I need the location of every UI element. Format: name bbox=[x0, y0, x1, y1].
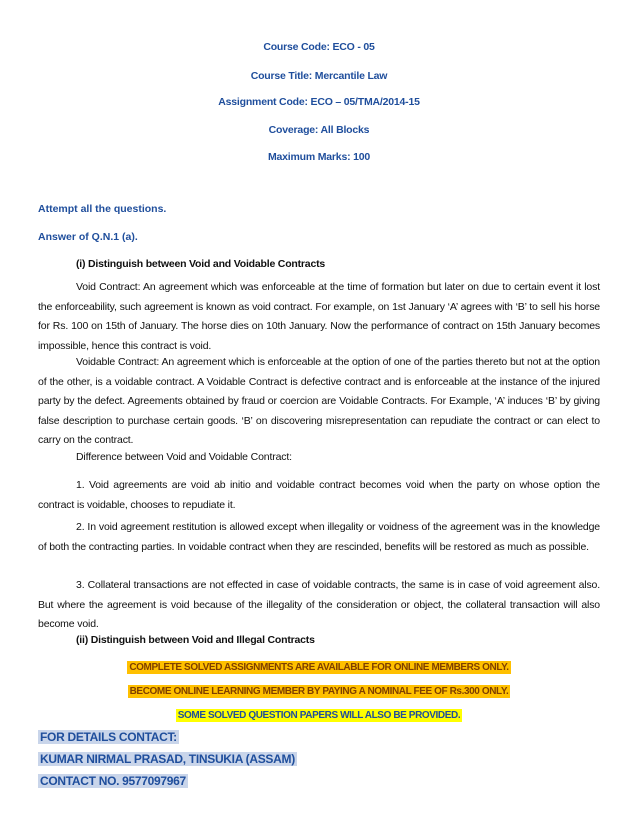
contact-heading-text: FOR DETAILS CONTACT: bbox=[40, 730, 177, 744]
banner-line-2 bbox=[0, 686, 638, 697]
coverage: Coverage: All Blocks bbox=[268, 124, 370, 136]
banner-line-1 bbox=[0, 662, 638, 673]
instructions: Attempt all the questions. bbox=[38, 203, 167, 215]
banner-line-2-text: BECOME ONLINE LEARNING MEMBER BY PAYING A NOMINAL FEE OF Rs.300 ONLY. bbox=[129, 686, 509, 697]
banner-line-3 bbox=[0, 710, 638, 721]
max-marks: Maximum Marks: 100 bbox=[267, 151, 371, 163]
course-code: Course Code: ECO - 05 bbox=[263, 41, 375, 53]
difference-heading-text: Difference between Void and Voidable Contract: bbox=[76, 451, 292, 463]
assignment-code: Assignment Code: ECO – 05/TMA/2014-15 bbox=[218, 96, 420, 108]
voidable-contract-text: Voidable Contract: An agreement which is enforceable at the option of one of the parties thereto but not at the option of the other, is a voidable contract. A Voidable Contract is defective contract and is enforceable at the instance of the injured party by the defect. Agreements obtained by fraud or coercion are Voidable Contracts. For Example, ‘A’ induces ‘B’ by giving false description to purchase certain goods. ‘B’ on discovering misrepresentation can repudiate the contract or can elect to carry on the contract. bbox=[38, 356, 600, 446]
point-3-text: 3. Collateral transactions are not effected in case of voidable contracts, the same is in case of void agreement also. But where the agreement is void because of the illegality of the consideration or object, the collateral transaction will also become void. bbox=[38, 579, 600, 630]
contact-name-text: KUMAR NIRMAL PRASAD, TINSUKIA (ASSAM) bbox=[40, 752, 295, 766]
point-2-text: 2. In void agreement restitution is allowed except when illegality or voidness of the agreement was in the knowledge of both the contracting parties. In voidable contract when they are rescinded, benefits will be restored as much as possible. bbox=[38, 521, 600, 553]
section-ii-title: (ii) Distinguish between Void and Illegal Contracts bbox=[76, 634, 315, 646]
banner-line-3-text: SOME SOLVED QUESTION PAPERS WILL ALSO BE PROVIDED. bbox=[177, 710, 461, 721]
banner-line-1-text: COMPLETE SOLVED ASSIGNMENTS ARE AVAILABLE FOR ONLINE MEMBERS ONLY. bbox=[129, 662, 509, 673]
point-1-paragraph bbox=[38, 476, 600, 515]
point-2-paragraph bbox=[38, 518, 600, 557]
answer-label: Answer of Q.N.1 (a). bbox=[38, 231, 138, 243]
contact-phone-text: CONTACT NO. 9577097967 bbox=[40, 774, 186, 788]
contact-name bbox=[38, 752, 297, 766]
void-contract-paragraph bbox=[38, 278, 600, 356]
contact-heading bbox=[38, 730, 179, 744]
void-contract-text: Void Contract: An agreement which was enforceable at the time of formation but later on due to certain event it lost the enforceability, such agreement is known as void contract. For example, on 1st January ‘A’ agrees with ‘B’ to sell his horse for Rs. 100 on 15th of January. The horse dies on 10th January. Now the performance of contract on 15th January becomes impossible, hence this contract is void. bbox=[38, 281, 600, 352]
contact-phone bbox=[38, 774, 188, 788]
course-title: Course Title: Mercantile Law bbox=[250, 70, 388, 82]
section-i-title: (i) Distinguish between Void and Voidable Contracts bbox=[76, 258, 326, 270]
point-1-text: 1. Void agreements are void ab initio and voidable contract becomes void when the party on whose option the contract is voidable, chooses to repudiate it. bbox=[38, 479, 600, 511]
point-3-paragraph bbox=[38, 576, 600, 635]
voidable-contract-paragraph bbox=[38, 353, 600, 451]
difference-heading bbox=[38, 448, 600, 468]
